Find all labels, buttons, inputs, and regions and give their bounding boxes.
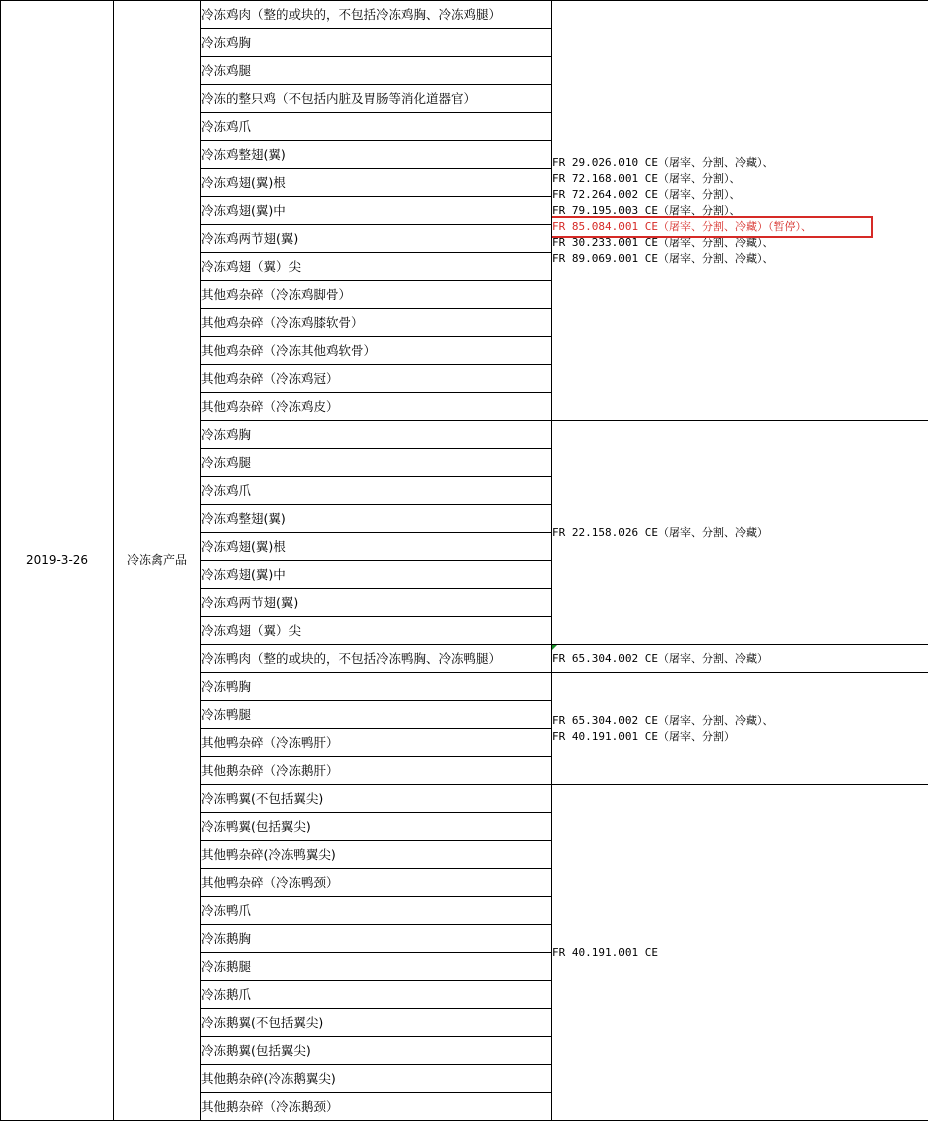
certificate-line: FR 30.233.001 CE（屠宰、分割、冷藏）、 [552,235,774,249]
product-name-cell: 冷冻鸡肉（整的或块的，不包括冷冻鸡胸、冷冻鸡腿） [201,1,552,29]
certificate-line: FR 29.026.010 CE（屠宰、分割、冷藏）、 [552,155,774,169]
table-row [1,1,928,29]
product-name-cell: 冷冻鹅翼(包括翼尖) [201,1037,552,1065]
certificate-cell [552,421,928,645]
product-name-cell: 冷冻鹅胸 [201,925,552,953]
product-name-cell: 冷冻鹅腿 [201,953,552,981]
product-name-cell: 冷冻鸡胸 [201,421,552,449]
product-name-cell: 冷冻鸭胸 [201,673,552,701]
certificate-line: FR 79.195.003 CE（屠宰、分割）、 [552,203,741,217]
product-name-cell: 冷冻鸭腿 [201,701,552,729]
product-name-cell: 冷冻鸡整翅(翼) [201,141,552,169]
product-name-cell: 冷冻鸡两节翅(翼) [201,589,552,617]
certificate-cell [552,645,928,673]
certificate-line: FR 40.191.001 CE [552,945,658,959]
product-name-cell: 其他鸭杂碎（冷冻鸭肝） [201,729,552,757]
product-name-cell: 冷冻鸡翅(翼)中 [201,197,552,225]
product-name-cell: 冷冻的整只鸡（不包括内脏及胃肠等消化道器官） [201,85,552,113]
product-name-cell: 冷冻鸡翅（翼）尖 [201,253,552,281]
certificate-line: FR 40.191.001 CE（屠宰、分割） [552,729,735,743]
product-name-cell: 其他鸭杂碎（冷冻鸭颈） [201,869,552,897]
product-name-cell: 其他鸡杂碎（冷冻鸡膝软骨） [201,309,552,337]
cell-comment-marker [552,645,557,650]
product-name-cell: 其他鹅杂碎（冷冻鹅颈） [201,1093,552,1121]
product-name-cell: 冷冻鹅爪 [201,981,552,1009]
product-name-cell: 冷冻鸡整翅(翼) [201,505,552,533]
certificate-line: FR 22.158.026 CE（屠宰、分割、冷藏） [552,525,768,539]
product-name-cell: 其他鸭杂碎(冷冻鸭翼尖) [201,841,552,869]
certificate-line: FR 89.069.001 CE（屠宰、分割、冷藏）、 [552,251,774,265]
product-name-cell: 其他鹅杂碎(冷冻鹅翼尖) [201,1065,552,1093]
highlighted-certificate-line: FR 85.084.001 CE（屠宰、分割、冷藏）（暂停）、 [552,219,871,235]
product-name-cell: 冷冻鸭翼(包括翼尖) [201,813,552,841]
product-name-cell: 冷冻鸡翅(翼)中 [201,561,552,589]
certificate-line: FR 72.168.001 CE（屠宰、分割）、 [552,171,741,185]
date-cell: 2019-3-26 [1,1,114,1121]
product-name-cell: 冷冻鸡翅（翼）尖 [201,617,552,645]
product-name-cell: 其他鸡杂碎（冷冻鸡皮） [201,393,552,421]
product-name-cell: 其他鸡杂碎（冷冻其他鸡软骨） [201,337,552,365]
product-name-cell: 其他鹅杂碎（冷冻鹅肝） [201,757,552,785]
product-name-cell: 冷冻鹅翼(不包括翼尖) [201,1009,552,1037]
product-name-cell: 冷冻鸡翅(翼)根 [201,169,552,197]
product-name-cell: 冷冻鸡胸 [201,29,552,57]
product-name-cell: 冷冻鸡爪 [201,477,552,505]
product-name-cell: 冷冻鸭肉（整的或块的，不包括冷冻鸭胸、冷冻鸭腿） [201,645,552,673]
product-name-cell: 冷冻鸭翼(不包括翼尖) [201,785,552,813]
product-name-cell: 冷冻鸡两节翅(翼) [201,225,552,253]
certificate-cell [552,673,928,785]
certificate-line: FR 72.264.002 CE（屠宰、分割）、 [552,187,741,201]
product-name-cell: 冷冻鸡翅(翼)根 [201,533,552,561]
product-name-cell: 冷冻鸡腿 [201,57,552,85]
product-name-cell: 其他鸡杂碎（冷冻鸡冠） [201,365,552,393]
product-name-cell: 冷冻鸭爪 [201,897,552,925]
certificate-cell [552,1,928,421]
product-name-cell: 冷冻鸡腿 [201,449,552,477]
certificate-cell [552,785,928,1121]
certificate-line: FR 65.304.002 CE（屠宰、分割、冷藏） [552,651,768,665]
certificate-line: FR 65.304.002 CE（屠宰、分割、冷藏）、 [552,713,774,727]
product-name-cell: 冷冻鸡爪 [201,113,552,141]
category-cell: 冷冻禽产品 [114,1,201,1121]
product-name-cell: 其他鸡杂碎（冷冻鸡脚骨） [201,281,552,309]
